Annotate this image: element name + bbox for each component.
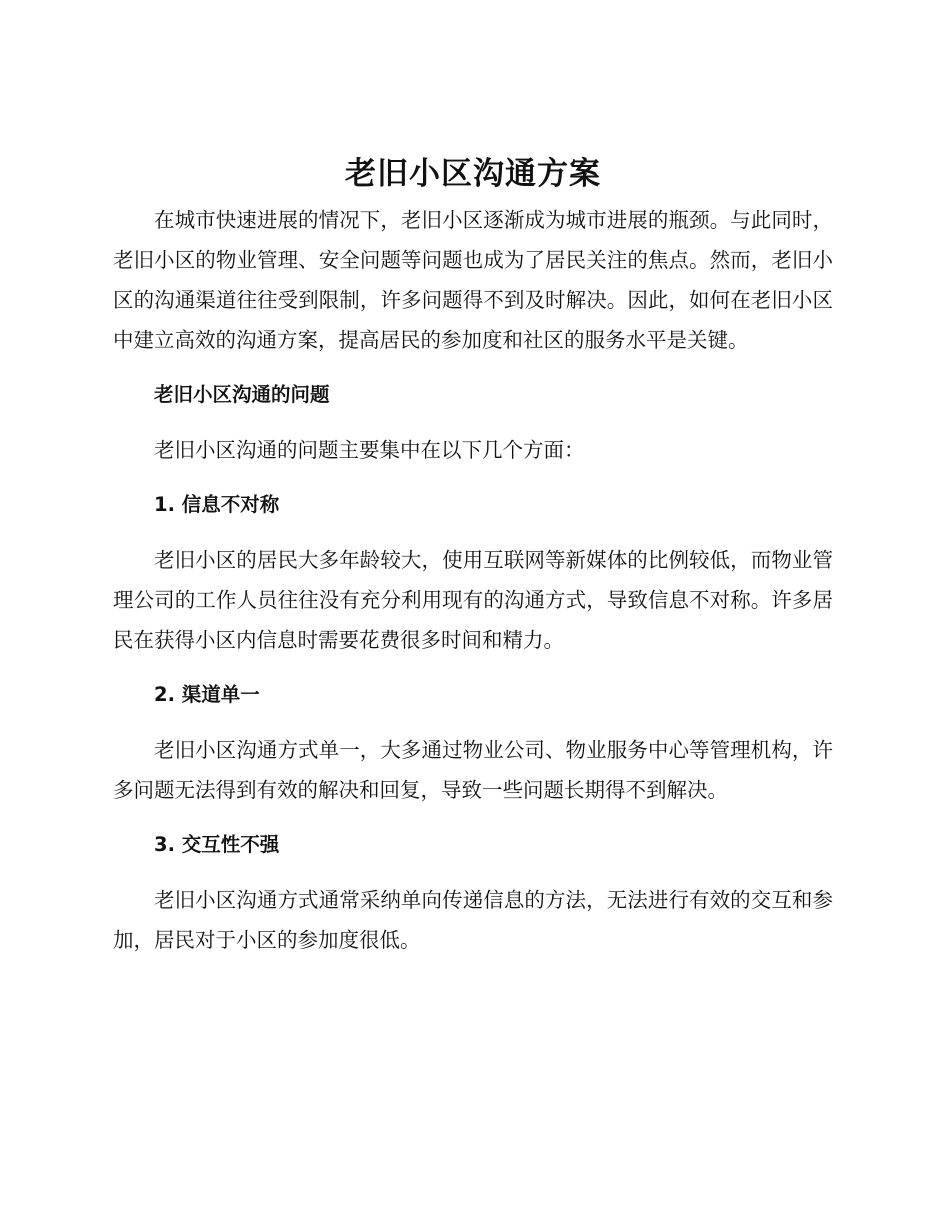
item-body-1: 老旧小区的居民大多年龄较大，使用互联网等新媒体的比例较低，而物业管理公司的工作人员往往没有充分利用现有的沟通方式，导致信息不对称。许多居民在获得小区内信息时需要花费很多时间和精力。 — [113, 548, 833, 652]
document-page — [113, 148, 833, 960]
spacer — [113, 470, 833, 485]
item-body-3: 老旧小区沟通方式通常采纳单向传递信息的方法，无法进行有效的交互和参加，居民对于小区的参加度很低。 — [113, 888, 833, 952]
spacer — [113, 810, 833, 825]
item-body-2: 老旧小区沟通方式单一，大多通过物业公司、物业服务中心等管理机构，许多问题无法得到有效的解决和回复，导致一些问题长期得不到解决。 — [113, 738, 833, 802]
item-heading-1: 1. 信息不对称 — [154, 493, 280, 516]
intro-paragraph: 在城市快速进展的情况下，老旧小区逐渐成为城市进展的瓶颈。与此同时，老旧小区的物业管理、安全问题等问题也成为了居民关注的焦点。然而，老旧小区的沟通渠道往往受到限制，许多问题得不到及时解决。因此，如何在老旧小区中建立高效的沟通方案，提高居民的参加度和社区的服务水平是关键。 — [113, 208, 833, 352]
item-heading-3: 3. 交互性不强 — [154, 833, 280, 856]
section-intro-paragraph: 老旧小区沟通的问题主要集中在以下几个方面： — [154, 438, 585, 462]
spacer — [113, 865, 833, 880]
spacer — [113, 415, 833, 430]
section-heading: 老旧小区沟通的问题 — [154, 383, 330, 406]
spacer — [113, 525, 833, 540]
item-heading-2: 2. 渠道单一 — [154, 683, 260, 706]
spacer — [113, 360, 833, 375]
spacer — [113, 715, 833, 730]
spacer — [113, 660, 833, 675]
document-title: 老旧小区沟通方案 — [345, 156, 601, 192]
